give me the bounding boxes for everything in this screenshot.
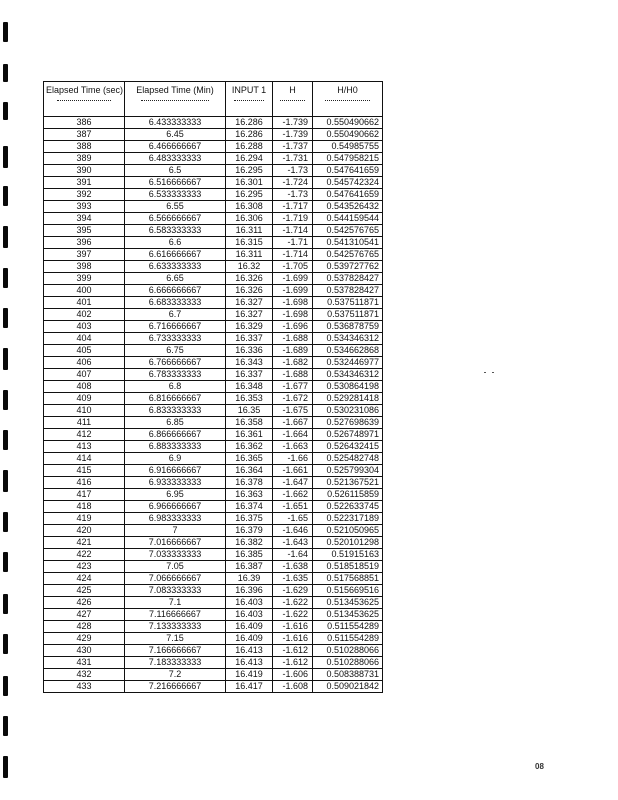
cell-h: -1.724 xyxy=(273,177,313,189)
cell-h-over-h0: 0.547958215 xyxy=(313,153,383,165)
cell-elapsed-min: 6.766666667 xyxy=(125,357,226,369)
cell-h: -1.698 xyxy=(273,309,313,321)
cell-h: -1.647 xyxy=(273,477,313,489)
table-row xyxy=(44,405,383,417)
table-row xyxy=(44,393,383,405)
cell-elapsed-sec: 404 xyxy=(44,333,125,345)
cell-elapsed-min: 7.133333333 xyxy=(125,621,226,633)
cell-h-over-h0: 0.527698639 xyxy=(313,417,383,429)
cell-elapsed-sec: 396 xyxy=(44,237,125,249)
cell-elapsed-min: 6.55 xyxy=(125,201,226,213)
table-row xyxy=(44,357,383,369)
cell-elapsed-min: 7.216666667 xyxy=(125,681,226,693)
cell-elapsed-min: 6.8 xyxy=(125,381,226,393)
table-row xyxy=(44,669,383,681)
cell-h-over-h0: 0.511554289 xyxy=(313,621,383,633)
table-row xyxy=(44,177,383,189)
cell-elapsed-sec: 433 xyxy=(44,681,125,693)
cell-elapsed-sec: 401 xyxy=(44,297,125,309)
cell-elapsed-min: 6.983333333 xyxy=(125,513,226,525)
cell-elapsed-sec: 386 xyxy=(44,117,125,129)
cell-elapsed-min: 6.716666667 xyxy=(125,321,226,333)
cell-elapsed-sec: 432 xyxy=(44,669,125,681)
cell-h: -1.688 xyxy=(273,369,313,381)
cell-h-over-h0: 0.517568851 xyxy=(313,573,383,585)
cell-elapsed-sec: 418 xyxy=(44,501,125,513)
header-input-1: INPUT 1 xyxy=(226,82,273,117)
table-row xyxy=(44,369,383,381)
cell-h: -1.635 xyxy=(273,573,313,585)
cell-elapsed-sec: 415 xyxy=(44,465,125,477)
cell-elapsed-sec: 406 xyxy=(44,357,125,369)
binder-punch-marks xyxy=(3,0,11,800)
header-elapsed-sec: Elapsed Time (sec) xyxy=(44,82,125,117)
cell-input-1: 16.336 xyxy=(226,345,273,357)
cell-elapsed-min: 6.783333333 xyxy=(125,369,226,381)
cell-input-1: 16.409 xyxy=(226,621,273,633)
cell-h-over-h0: 0.532446977 xyxy=(313,357,383,369)
cell-elapsed-sec: 405 xyxy=(44,345,125,357)
page-number: 08 xyxy=(535,762,544,771)
cell-h: -1.638 xyxy=(273,561,313,573)
cell-h-over-h0: 0.526748971 xyxy=(313,429,383,441)
cell-h: -1.739 xyxy=(273,129,313,141)
cell-elapsed-sec: 398 xyxy=(44,261,125,273)
cell-h-over-h0: 0.534346312 xyxy=(313,333,383,345)
cell-elapsed-sec: 399 xyxy=(44,273,125,285)
cell-input-1: 16.375 xyxy=(226,513,273,525)
cell-h-over-h0: 0.541310541 xyxy=(313,237,383,249)
table-row xyxy=(44,537,383,549)
cell-h-over-h0: 0.547641659 xyxy=(313,189,383,201)
cell-h: -1.646 xyxy=(273,525,313,537)
cell-input-1: 16.295 xyxy=(226,189,273,201)
cell-h-over-h0: 0.530864198 xyxy=(313,381,383,393)
cell-h: -1.672 xyxy=(273,393,313,405)
table-row xyxy=(44,429,383,441)
cell-h-over-h0: 0.534662868 xyxy=(313,345,383,357)
cell-elapsed-sec: 389 xyxy=(44,153,125,165)
cell-h: -1.661 xyxy=(273,465,313,477)
table-header-row xyxy=(44,82,383,117)
cell-h: -1.699 xyxy=(273,273,313,285)
cell-elapsed-min: 6.9 xyxy=(125,453,226,465)
cell-elapsed-sec: 411 xyxy=(44,417,125,429)
cell-h: -1.608 xyxy=(273,681,313,693)
cell-input-1: 16.348 xyxy=(226,381,273,393)
table-row xyxy=(44,585,383,597)
cell-input-1: 16.409 xyxy=(226,633,273,645)
cell-elapsed-sec: 431 xyxy=(44,657,125,669)
table-row xyxy=(44,549,383,561)
cell-input-1: 16.315 xyxy=(226,237,273,249)
cell-elapsed-min: 7.183333333 xyxy=(125,657,226,669)
cell-h: -1.698 xyxy=(273,297,313,309)
cell-h-over-h0: 0.526115859 xyxy=(313,489,383,501)
table-row xyxy=(44,525,383,537)
cell-h: -1.714 xyxy=(273,225,313,237)
cell-input-1: 16.378 xyxy=(226,477,273,489)
cell-input-1: 16.39 xyxy=(226,573,273,585)
cell-input-1: 16.301 xyxy=(226,177,273,189)
cell-input-1: 16.365 xyxy=(226,453,273,465)
table-row xyxy=(44,165,383,177)
cell-input-1: 16.387 xyxy=(226,561,273,573)
cell-elapsed-min: 6.7 xyxy=(125,309,226,321)
cell-h-over-h0: 0.539727762 xyxy=(313,261,383,273)
cell-input-1: 16.326 xyxy=(226,273,273,285)
cell-h: -1.705 xyxy=(273,261,313,273)
cell-h-over-h0: 0.550490662 xyxy=(313,117,383,129)
cell-h: -1.643 xyxy=(273,537,313,549)
table-row xyxy=(44,141,383,153)
cell-elapsed-min: 6.833333333 xyxy=(125,405,226,417)
scan-speck xyxy=(492,372,494,373)
cell-elapsed-min: 6.6 xyxy=(125,237,226,249)
table-row xyxy=(44,417,383,429)
cell-input-1: 16.329 xyxy=(226,321,273,333)
cell-elapsed-sec: 390 xyxy=(44,165,125,177)
table-row xyxy=(44,297,383,309)
cell-h-over-h0: 0.520101298 xyxy=(313,537,383,549)
cell-elapsed-min: 6.816666667 xyxy=(125,393,226,405)
cell-input-1: 16.382 xyxy=(226,537,273,549)
cell-h: -1.651 xyxy=(273,501,313,513)
cell-h: -1.606 xyxy=(273,669,313,681)
cell-input-1: 16.363 xyxy=(226,489,273,501)
cell-h: -1.688 xyxy=(273,333,313,345)
cell-input-1: 16.396 xyxy=(226,585,273,597)
cell-h-over-h0: 0.534346312 xyxy=(313,369,383,381)
cell-elapsed-sec: 429 xyxy=(44,633,125,645)
table-row xyxy=(44,513,383,525)
cell-input-1: 16.295 xyxy=(226,165,273,177)
cell-h: -1.719 xyxy=(273,213,313,225)
cell-h: -1.662 xyxy=(273,489,313,501)
cell-elapsed-min: 7.1 xyxy=(125,597,226,609)
cell-elapsed-min: 7.033333333 xyxy=(125,549,226,561)
cell-h: -1.612 xyxy=(273,645,313,657)
header-h-over-h0: H/H0 xyxy=(313,82,383,117)
cell-input-1: 16.311 xyxy=(226,249,273,261)
table-row xyxy=(44,597,383,609)
cell-elapsed-min: 7 xyxy=(125,525,226,537)
cell-h-over-h0: 0.522633745 xyxy=(313,501,383,513)
cell-elapsed-sec: 407 xyxy=(44,369,125,381)
table-row xyxy=(44,477,383,489)
cell-elapsed-sec: 402 xyxy=(44,309,125,321)
cell-input-1: 16.362 xyxy=(226,441,273,453)
scan-speck xyxy=(484,372,486,373)
cell-input-1: 16.308 xyxy=(226,201,273,213)
cell-elapsed-sec: 422 xyxy=(44,549,125,561)
cell-h: -1.689 xyxy=(273,345,313,357)
cell-elapsed-sec: 391 xyxy=(44,177,125,189)
cell-h: -1.616 xyxy=(273,633,313,645)
cell-h: -1.64 xyxy=(273,549,313,561)
cell-elapsed-min: 7.116666667 xyxy=(125,609,226,621)
cell-elapsed-min: 6.616666667 xyxy=(125,249,226,261)
cell-h-over-h0: 0.510288066 xyxy=(313,645,383,657)
table-row xyxy=(44,261,383,273)
cell-elapsed-min: 6.866666667 xyxy=(125,429,226,441)
cell-elapsed-sec: 426 xyxy=(44,597,125,609)
cell-input-1: 16.413 xyxy=(226,645,273,657)
cell-h: -1.73 xyxy=(273,189,313,201)
table-row xyxy=(44,129,383,141)
cell-elapsed-sec: 420 xyxy=(44,525,125,537)
cell-elapsed-min: 6.516666667 xyxy=(125,177,226,189)
cell-elapsed-sec: 395 xyxy=(44,225,125,237)
table-row xyxy=(44,225,383,237)
header-elapsed-min: Elapsed Time (Min) xyxy=(125,82,226,117)
cell-elapsed-min: 6.883333333 xyxy=(125,441,226,453)
cell-h: -1.682 xyxy=(273,357,313,369)
cell-elapsed-sec: 400 xyxy=(44,285,125,297)
cell-elapsed-min: 6.95 xyxy=(125,489,226,501)
cell-elapsed-sec: 393 xyxy=(44,201,125,213)
cell-elapsed-sec: 417 xyxy=(44,489,125,501)
cell-h-over-h0: 0.515669516 xyxy=(313,585,383,597)
cell-h-over-h0: 0.544159544 xyxy=(313,213,383,225)
cell-h-over-h0: 0.51915163 xyxy=(313,549,383,561)
cell-input-1: 16.385 xyxy=(226,549,273,561)
cell-h-over-h0: 0.545742324 xyxy=(313,177,383,189)
cell-elapsed-sec: 388 xyxy=(44,141,125,153)
cell-elapsed-sec: 394 xyxy=(44,213,125,225)
cell-input-1: 16.379 xyxy=(226,525,273,537)
cell-h-over-h0: 0.529281418 xyxy=(313,393,383,405)
cell-input-1: 16.327 xyxy=(226,297,273,309)
cell-h: -1.73 xyxy=(273,165,313,177)
cell-h-over-h0: 0.537828427 xyxy=(313,285,383,297)
cell-h-over-h0: 0.537511871 xyxy=(313,297,383,309)
cell-elapsed-sec: 430 xyxy=(44,645,125,657)
cell-elapsed-min: 7.083333333 xyxy=(125,585,226,597)
cell-h-over-h0: 0.542576765 xyxy=(313,249,383,261)
cell-h: -1.714 xyxy=(273,249,313,261)
cell-elapsed-sec: 408 xyxy=(44,381,125,393)
cell-h: -1.737 xyxy=(273,141,313,153)
cell-h: -1.663 xyxy=(273,441,313,453)
cell-elapsed-sec: 412 xyxy=(44,429,125,441)
cell-h: -1.699 xyxy=(273,285,313,297)
table-row xyxy=(44,273,383,285)
cell-h-over-h0: 0.525799304 xyxy=(313,465,383,477)
table-row xyxy=(44,309,383,321)
cell-elapsed-min: 6.933333333 xyxy=(125,477,226,489)
cell-input-1: 16.419 xyxy=(226,669,273,681)
table-row xyxy=(44,237,383,249)
table-row xyxy=(44,609,383,621)
measurement-table xyxy=(43,81,383,693)
cell-h-over-h0: 0.526432415 xyxy=(313,441,383,453)
cell-input-1: 16.337 xyxy=(226,333,273,345)
cell-h-over-h0: 0.54985755 xyxy=(313,141,383,153)
cell-h: -1.629 xyxy=(273,585,313,597)
cell-elapsed-min: 6.65 xyxy=(125,273,226,285)
cell-h: -1.622 xyxy=(273,609,313,621)
cell-h-over-h0: 0.521050965 xyxy=(313,525,383,537)
cell-input-1: 16.286 xyxy=(226,129,273,141)
cell-elapsed-min: 6.483333333 xyxy=(125,153,226,165)
table-row xyxy=(44,489,383,501)
cell-h-over-h0: 0.521367521 xyxy=(313,477,383,489)
cell-elapsed-sec: 419 xyxy=(44,513,125,525)
cell-h: -1.696 xyxy=(273,321,313,333)
table-row xyxy=(44,345,383,357)
cell-elapsed-min: 6.733333333 xyxy=(125,333,226,345)
cell-elapsed-min: 6.566666667 xyxy=(125,213,226,225)
cell-elapsed-min: 6.583333333 xyxy=(125,225,226,237)
cell-elapsed-sec: 414 xyxy=(44,453,125,465)
cell-h-over-h0: 0.537511871 xyxy=(313,309,383,321)
table-row xyxy=(44,249,383,261)
table-row xyxy=(44,633,383,645)
cell-input-1: 16.403 xyxy=(226,609,273,621)
cell-h-over-h0: 0.513453625 xyxy=(313,597,383,609)
cell-elapsed-sec: 427 xyxy=(44,609,125,621)
cell-elapsed-min: 6.666666667 xyxy=(125,285,226,297)
cell-h: -1.71 xyxy=(273,237,313,249)
table-row xyxy=(44,381,383,393)
cell-h-over-h0: 0.522317189 xyxy=(313,513,383,525)
cell-input-1: 16.403 xyxy=(226,597,273,609)
cell-h-over-h0: 0.547641659 xyxy=(313,165,383,177)
cell-input-1: 16.294 xyxy=(226,153,273,165)
table-row xyxy=(44,465,383,477)
table-row xyxy=(44,681,383,693)
cell-elapsed-min: 7.016666667 xyxy=(125,537,226,549)
cell-elapsed-min: 7.15 xyxy=(125,633,226,645)
cell-elapsed-min: 6.633333333 xyxy=(125,261,226,273)
cell-input-1: 16.364 xyxy=(226,465,273,477)
cell-elapsed-min: 6.85 xyxy=(125,417,226,429)
cell-input-1: 16.337 xyxy=(226,369,273,381)
cell-elapsed-sec: 421 xyxy=(44,537,125,549)
cell-elapsed-sec: 397 xyxy=(44,249,125,261)
cell-h: -1.739 xyxy=(273,117,313,129)
cell-h: -1.717 xyxy=(273,201,313,213)
cell-h-over-h0: 0.513453625 xyxy=(313,609,383,621)
cell-h: -1.667 xyxy=(273,417,313,429)
cell-elapsed-min: 6.966666667 xyxy=(125,501,226,513)
cell-h-over-h0: 0.508388731 xyxy=(313,669,383,681)
cell-elapsed-sec: 416 xyxy=(44,477,125,489)
cell-input-1: 16.286 xyxy=(226,117,273,129)
cell-h: -1.731 xyxy=(273,153,313,165)
cell-elapsed-sec: 424 xyxy=(44,573,125,585)
cell-h-over-h0: 0.542576765 xyxy=(313,225,383,237)
cell-elapsed-min: 6.916666667 xyxy=(125,465,226,477)
cell-elapsed-min: 6.433333333 xyxy=(125,117,226,129)
cell-h: -1.612 xyxy=(273,657,313,669)
cell-h: -1.664 xyxy=(273,429,313,441)
table-row xyxy=(44,285,383,297)
cell-h-over-h0: 0.510288066 xyxy=(313,657,383,669)
cell-input-1: 16.326 xyxy=(226,285,273,297)
cell-input-1: 16.361 xyxy=(226,429,273,441)
cell-elapsed-min: 6.45 xyxy=(125,129,226,141)
cell-h: -1.677 xyxy=(273,381,313,393)
cell-h-over-h0: 0.536878759 xyxy=(313,321,383,333)
cell-h-over-h0: 0.511554289 xyxy=(313,633,383,645)
cell-elapsed-min: 6.466666667 xyxy=(125,141,226,153)
cell-input-1: 16.311 xyxy=(226,225,273,237)
cell-input-1: 16.374 xyxy=(226,501,273,513)
cell-h-over-h0: 0.509021842 xyxy=(313,681,383,693)
cell-input-1: 16.358 xyxy=(226,417,273,429)
table-row xyxy=(44,117,383,129)
cell-elapsed-min: 7.066666667 xyxy=(125,573,226,585)
cell-h-over-h0: 0.543526432 xyxy=(313,201,383,213)
cell-h-over-h0: 0.518518519 xyxy=(313,561,383,573)
cell-elapsed-min: 7.05 xyxy=(125,561,226,573)
table-row xyxy=(44,333,383,345)
cell-elapsed-sec: 428 xyxy=(44,621,125,633)
cell-elapsed-min: 6.533333333 xyxy=(125,189,226,201)
table-row xyxy=(44,573,383,585)
table-row xyxy=(44,645,383,657)
cell-elapsed-min: 6.683333333 xyxy=(125,297,226,309)
cell-h: -1.675 xyxy=(273,405,313,417)
table-row xyxy=(44,189,383,201)
header-h: H xyxy=(273,82,313,117)
cell-input-1: 16.413 xyxy=(226,657,273,669)
table-row xyxy=(44,453,383,465)
cell-elapsed-sec: 413 xyxy=(44,441,125,453)
cell-input-1: 16.288 xyxy=(226,141,273,153)
cell-elapsed-sec: 423 xyxy=(44,561,125,573)
cell-input-1: 16.343 xyxy=(226,357,273,369)
table-row xyxy=(44,213,383,225)
cell-input-1: 16.417 xyxy=(226,681,273,693)
table-row xyxy=(44,153,383,165)
cell-elapsed-min: 7.166666667 xyxy=(125,645,226,657)
cell-input-1: 16.353 xyxy=(226,393,273,405)
cell-elapsed-sec: 425 xyxy=(44,585,125,597)
table-row xyxy=(44,561,383,573)
cell-input-1: 16.35 xyxy=(226,405,273,417)
cell-input-1: 16.306 xyxy=(226,213,273,225)
table-row xyxy=(44,201,383,213)
cell-h: -1.66 xyxy=(273,453,313,465)
cell-elapsed-min: 6.75 xyxy=(125,345,226,357)
cell-h: -1.65 xyxy=(273,513,313,525)
cell-elapsed-sec: 387 xyxy=(44,129,125,141)
table-row xyxy=(44,321,383,333)
cell-h-over-h0: 0.530231086 xyxy=(313,405,383,417)
cell-elapsed-sec: 392 xyxy=(44,189,125,201)
table-row xyxy=(44,657,383,669)
cell-input-1: 16.32 xyxy=(226,261,273,273)
cell-h: -1.622 xyxy=(273,597,313,609)
cell-elapsed-sec: 409 xyxy=(44,393,125,405)
cell-h-over-h0: 0.550490662 xyxy=(313,129,383,141)
cell-h: -1.616 xyxy=(273,621,313,633)
table-row xyxy=(44,441,383,453)
cell-elapsed-sec: 403 xyxy=(44,321,125,333)
cell-elapsed-sec: 410 xyxy=(44,405,125,417)
cell-h-over-h0: 0.537828427 xyxy=(313,273,383,285)
table-row xyxy=(44,501,383,513)
cell-input-1: 16.327 xyxy=(226,309,273,321)
table-row xyxy=(44,621,383,633)
cell-elapsed-min: 6.5 xyxy=(125,165,226,177)
cell-h-over-h0: 0.525482748 xyxy=(313,453,383,465)
cell-elapsed-min: 7.2 xyxy=(125,669,226,681)
